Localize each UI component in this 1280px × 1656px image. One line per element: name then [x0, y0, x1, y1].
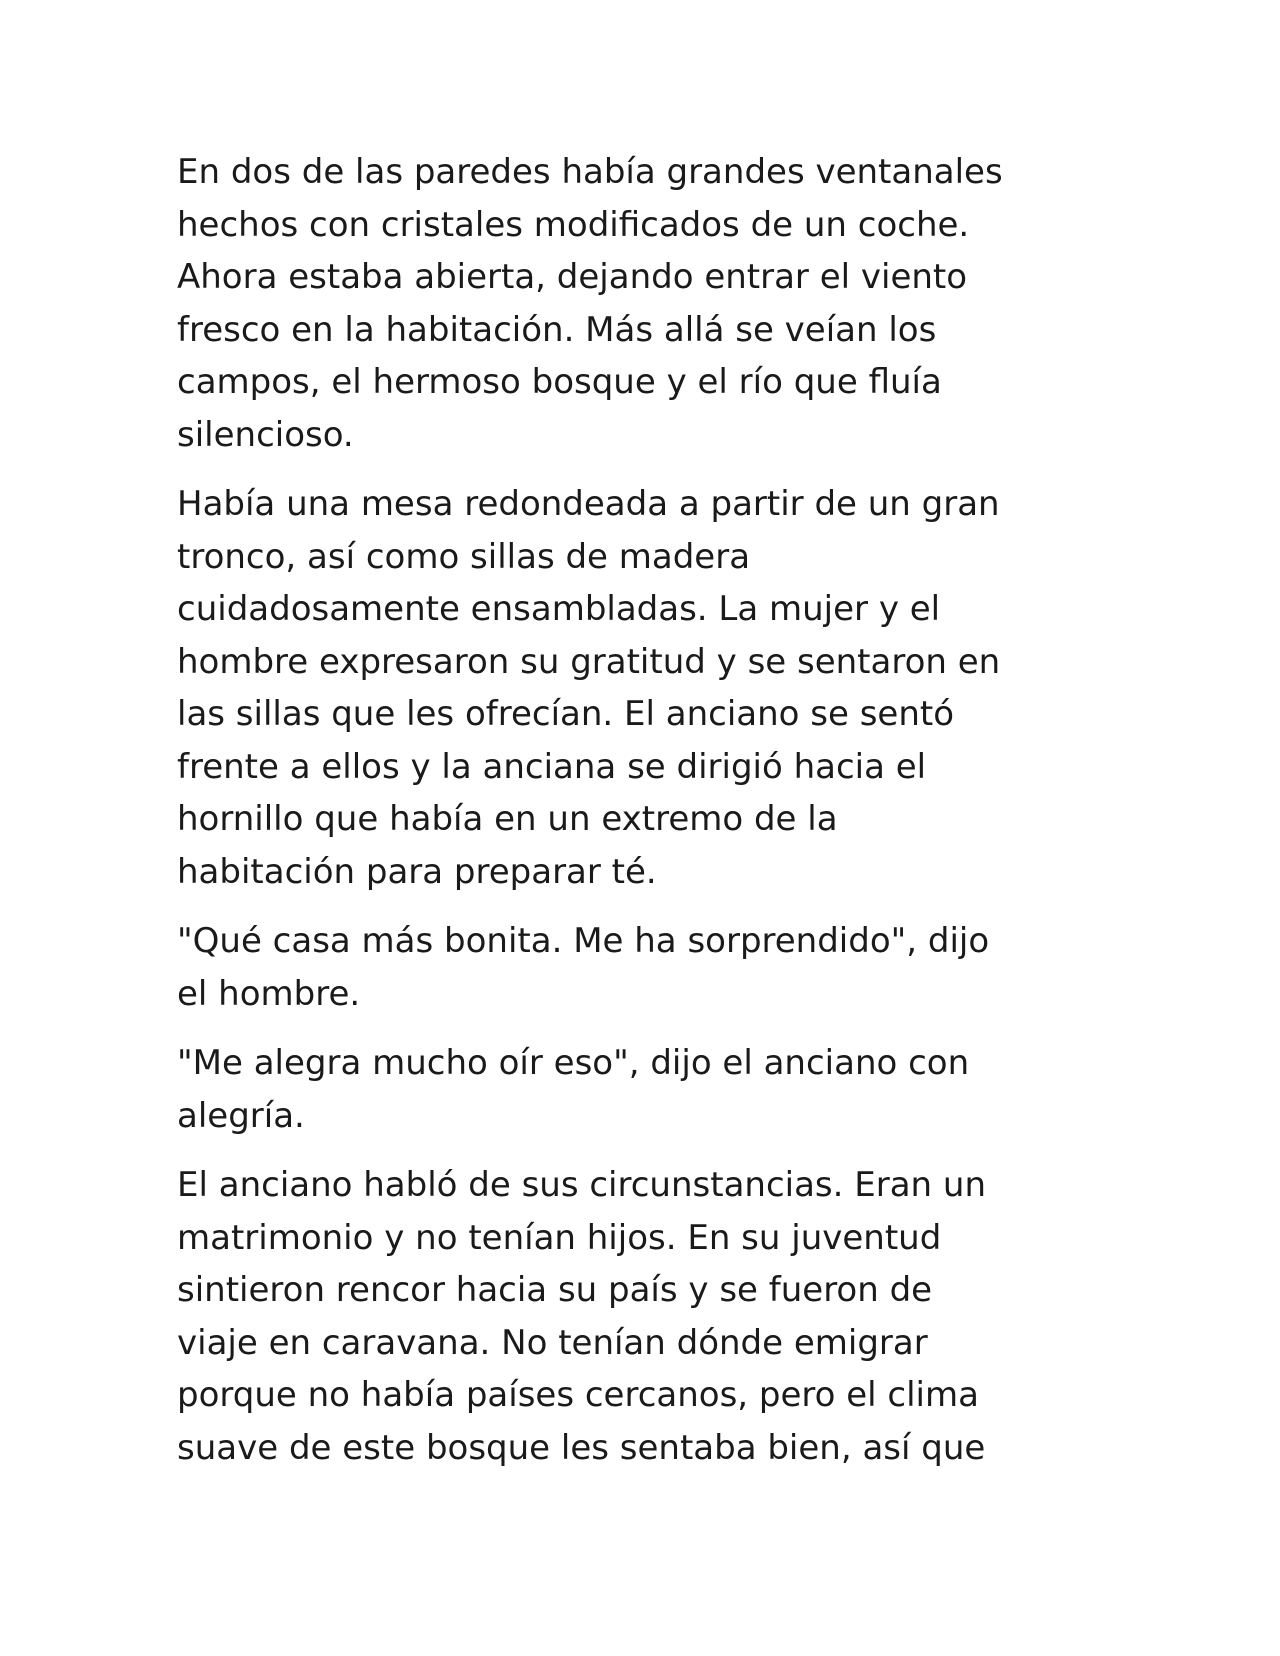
- text-line: suave de este bosque les sentaba bien, así que: [177, 1427, 986, 1468]
- text-line: las sillas que les ofrecían. El anciano se sentó: [177, 694, 955, 734]
- text-line: "Qué casa más bonita. Me ha sorprendido", dijo: [177, 921, 990, 961]
- text-line: viaje en caravana. No tenían dónde emigrar: [177, 1322, 928, 1363]
- text-line: Había una mesa redondeada a partir de un gran: [177, 484, 1000, 524]
- text-line: En dos de las paredes había grandes ventanales: [177, 152, 1003, 192]
- paragraph-4: [177, 1037, 1217, 1142]
- text-line: silencioso.: [177, 414, 354, 455]
- text-line: hechos con cristales modificados de un coche.: [177, 204, 970, 245]
- text-line: tronco, así como sillas de madera: [177, 536, 751, 577]
- text-line: habitación para preparar té.: [177, 851, 657, 892]
- text-line: hornillo que había en un extremo de la: [177, 799, 838, 839]
- text-line: frente a ellos y la anciana se dirigió hacia el: [177, 746, 927, 787]
- text-line: sintieron rencor hacia su país y se fueron de: [177, 1270, 933, 1310]
- text-line: alegría.: [177, 1095, 305, 1136]
- text-line: campos, el hermoso bosque y el río que fluía: [177, 362, 942, 402]
- text-line: porque no había países cercanos, pero el clima: [177, 1375, 979, 1415]
- text-line: matrimonio y no tenían hijos. En su juventud: [177, 1217, 942, 1258]
- text-line: hombre expresaron su gratitud y se sentaron en: [177, 641, 1001, 682]
- paragraph-3: [177, 915, 1217, 1020]
- paragraph-5: [177, 1159, 1217, 1474]
- text-line: cuidadosamente ensambladas. La mujer y el: [177, 589, 941, 629]
- text-line: fresco en la habitación. Más allá se veían los: [177, 309, 937, 350]
- paragraph-2: [177, 478, 1217, 898]
- text-line: Ahora estaba abierta, dejando entrar el viento: [177, 257, 968, 297]
- text-line: El anciano habló de sus circunstancias. Eran un: [177, 1165, 987, 1205]
- text-line: el hombre.: [177, 973, 361, 1014]
- text-line: "Me alegra mucho oír eso", dijo el anciano con: [177, 1043, 970, 1083]
- paragraph-1: [177, 146, 1217, 461]
- document-page: [177, 146, 1217, 1474]
